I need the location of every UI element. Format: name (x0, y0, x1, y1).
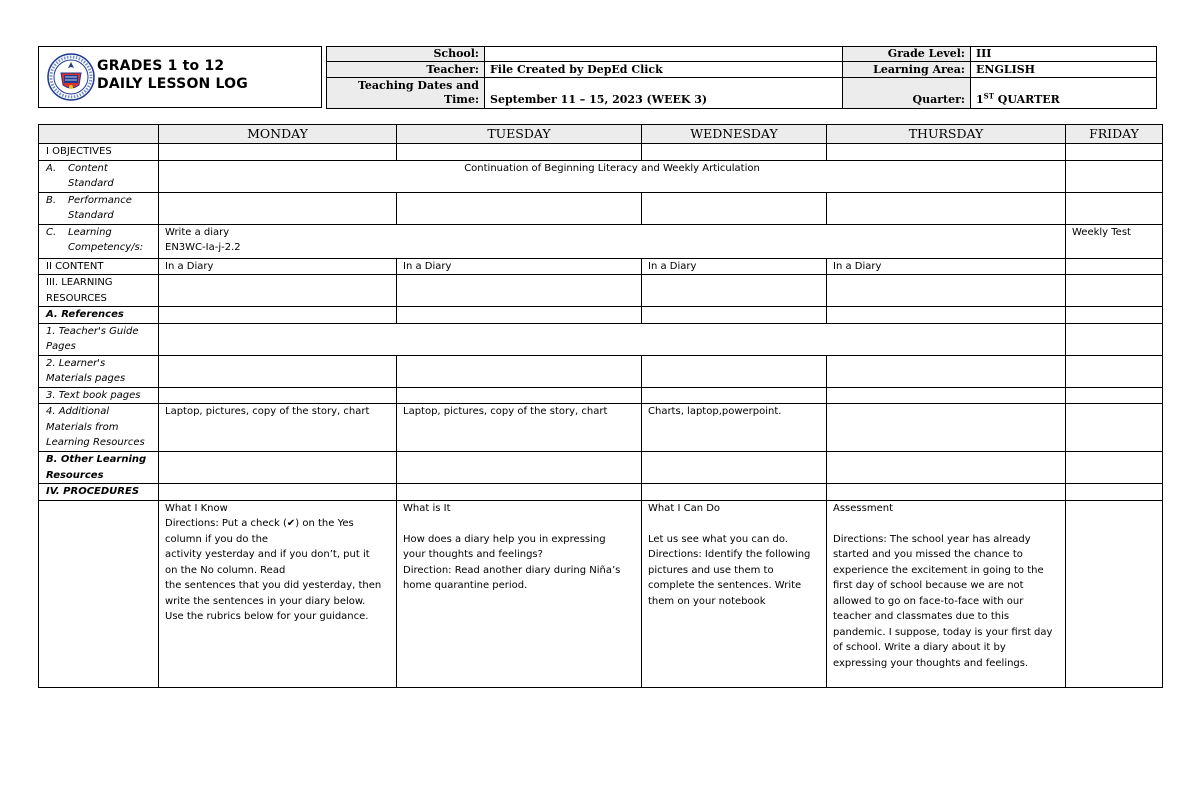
cell (397, 275, 642, 307)
procedure-monday-body: Directions: Put a check (✔) on the Yes column if you do the activity yesterday and if you don’t, put it on the No column. Read the sentences that you did yesterday, then write the sentences in your diary below. Use the rubrics below for your guidance. (165, 518, 382, 622)
procedures-label: IV. PROCEDURES (39, 484, 159, 501)
procedure-monday-title: What I Know (165, 502, 228, 514)
cell (159, 307, 397, 324)
competency-code: EN3WC-Ia-j-2.2 (165, 242, 241, 253)
cell (159, 275, 397, 307)
cell (642, 484, 827, 501)
teacher-label: Teacher: (327, 62, 485, 78)
cell (397, 355, 642, 387)
additional-tuesday: Laptop, pictures, copy of the story, chart (397, 404, 642, 452)
cell (1066, 387, 1163, 404)
teaching-dates-value: September 11 – 15, 2023 (WEEK 3) (485, 78, 843, 109)
teachers-guide-row (39, 323, 1163, 355)
cell (1066, 484, 1163, 501)
learning-competency-letter: C. (46, 226, 57, 238)
day-tuesday: TUESDAY (397, 125, 642, 144)
additional-materials-row (39, 404, 1163, 452)
cell (642, 144, 827, 161)
content-standard-letter: A. (46, 162, 57, 174)
content-wednesday: In a Diary (642, 258, 827, 275)
content-label: II CONTENT (39, 258, 159, 275)
grade-level-value: III (971, 47, 1157, 62)
header-info-table (326, 46, 1157, 109)
spacer (403, 516, 635, 532)
content-standard-label (39, 160, 159, 192)
cell (642, 387, 827, 404)
other-resources-row (39, 452, 1163, 484)
learners-materials-row (39, 355, 1163, 387)
cell (159, 355, 397, 387)
competency-friday: Weekly Test (1066, 224, 1163, 258)
learning-competency-text: Learning Competency/s: (68, 226, 144, 253)
content-standard-text: Content Standard (68, 162, 114, 189)
day-wednesday: WEDNESDAY (642, 125, 827, 144)
cell (1066, 323, 1163, 355)
other-resources-label: B. Other Learning Resources (39, 452, 159, 484)
title-line-2: DAILY LESSON LOG (97, 76, 248, 92)
content-standard-row (39, 160, 1163, 192)
procedure-wednesday (642, 500, 827, 687)
cell (827, 144, 1066, 161)
cell (1066, 258, 1163, 275)
cell (827, 484, 1066, 501)
cell (39, 500, 159, 687)
content-standard-value: Continuation of Beginning Literacy and Weekly Articulation (159, 160, 1066, 192)
procedure-monday (159, 500, 397, 687)
teachers-guide-value (159, 323, 1066, 355)
school-value (485, 47, 843, 62)
additional-materials-label: 4. Additional Materials from Learning Resources (39, 404, 159, 452)
teacher-value: File Created by DepEd Click (485, 62, 843, 78)
learning-area-label: Learning Area: (843, 62, 971, 78)
cell (1066, 404, 1163, 452)
procedures-row (39, 484, 1163, 501)
procedure-thursday (827, 500, 1066, 687)
cell (827, 192, 1066, 224)
learners-materials-label: 2. Learner's Materials pages (39, 355, 159, 387)
cell (397, 307, 642, 324)
learning-competency-label (39, 224, 159, 258)
deped-seal-icon (47, 53, 95, 101)
performance-standard-label (39, 192, 159, 224)
cell (397, 452, 642, 484)
corner-cell (39, 125, 159, 144)
cell (1066, 307, 1163, 324)
cell (159, 387, 397, 404)
quarter-label: Quarter: (843, 78, 971, 109)
day-thursday: THURSDAY (827, 125, 1066, 144)
cell (159, 192, 397, 224)
teaching-dates-label (327, 78, 485, 109)
cell (1066, 160, 1163, 192)
cell (397, 484, 642, 501)
cell (1066, 192, 1163, 224)
content-tuesday: In a Diary (397, 258, 642, 275)
content-thursday: In a Diary (827, 258, 1066, 275)
learning-competency-value (159, 224, 1066, 258)
additional-monday: Laptop, pictures, copy of the story, chart (159, 404, 397, 452)
procedure-tuesday (397, 500, 642, 687)
additional-wednesday: Charts, laptop,powerpoint. (642, 404, 827, 452)
teaching-dates-label-line-1: Teaching Dates and (357, 79, 479, 92)
performance-standard-text: Performance Standard (68, 194, 132, 221)
cell (642, 192, 827, 224)
content-row (39, 258, 1163, 275)
procedure-thursday-body: Directions: The school year has already started and you missed the chance to experience the excitement in going to the first day of school because we are not allowed to go on face-to-face with our teacher and classmates due to this pandemic. I suppose, today is your first day of school. Write a diary about it by expressing your thoughts and feelings. (833, 533, 1053, 669)
cell (397, 387, 642, 404)
cell (642, 452, 827, 484)
quarter-number: 1 (976, 93, 984, 106)
cell (642, 307, 827, 324)
references-row (39, 307, 1163, 324)
cell (827, 404, 1066, 452)
cell (827, 355, 1066, 387)
day-friday: FRIDAY (1066, 125, 1163, 144)
cell (827, 275, 1066, 307)
learning-competency-row (39, 224, 1163, 258)
title-box (38, 46, 322, 108)
quarter-text: QUARTER (993, 93, 1060, 106)
school-label: School: (327, 47, 485, 62)
learning-area-value: ENGLISH (971, 62, 1157, 78)
competency-line-1: Write a diary (165, 226, 230, 238)
textbook-label: 3. Text book pages (39, 387, 159, 404)
procedure-thursday-title: Assessment (833, 502, 893, 514)
performance-standard-letter: B. (46, 194, 57, 206)
spacer (648, 516, 820, 532)
cell (397, 192, 642, 224)
document-title (97, 57, 248, 93)
cell (642, 275, 827, 307)
objectives-label: I OBJECTIVES (39, 144, 159, 161)
cell (159, 484, 397, 501)
title-line-1: GRADES 1 to 12 (97, 58, 225, 74)
teaching-dates-label-line-2: Time: (443, 93, 479, 106)
cell (1066, 144, 1163, 161)
procedure-tuesday-title: What is It (403, 502, 451, 514)
cell (159, 452, 397, 484)
procedure-tuesday-body: How does a diary help you in expressing your thoughts and feelings? Direction: Read another diary during Niña’s home quarantine period. (403, 533, 621, 591)
cell (1066, 275, 1163, 307)
cell (1066, 452, 1163, 484)
learning-resources-row (39, 275, 1163, 307)
textbook-row (39, 387, 1163, 404)
quarter-value (971, 78, 1157, 109)
cell (397, 144, 642, 161)
cell (827, 452, 1066, 484)
cell (1066, 500, 1163, 687)
references-label: A. References (39, 307, 159, 324)
cell (1066, 355, 1163, 387)
day-monday: MONDAY (159, 125, 397, 144)
cell (827, 307, 1066, 324)
content-monday: In a Diary (159, 258, 397, 275)
objectives-row (39, 144, 1163, 161)
quarter-suffix: ST (983, 91, 994, 101)
cell (159, 144, 397, 161)
cell (642, 355, 827, 387)
spacer (833, 516, 1059, 532)
teachers-guide-label: 1. Teacher's Guide Pages (39, 323, 159, 355)
lesson-log-table (38, 124, 1163, 688)
procedure-wednesday-body: Let us see what you can do. Directions: Identify the following pictures and use them to complete the sentences. Write them on your notebook (648, 533, 811, 607)
procedures-content-row (39, 500, 1163, 687)
grade-level-label: Grade Level: (843, 47, 971, 62)
day-header-row (39, 125, 1163, 144)
learning-resources-label: III. LEARNING RESOURCES (39, 275, 159, 307)
cell (827, 387, 1066, 404)
procedure-wednesday-title: What I Can Do (648, 502, 721, 514)
performance-standard-row (39, 192, 1163, 224)
